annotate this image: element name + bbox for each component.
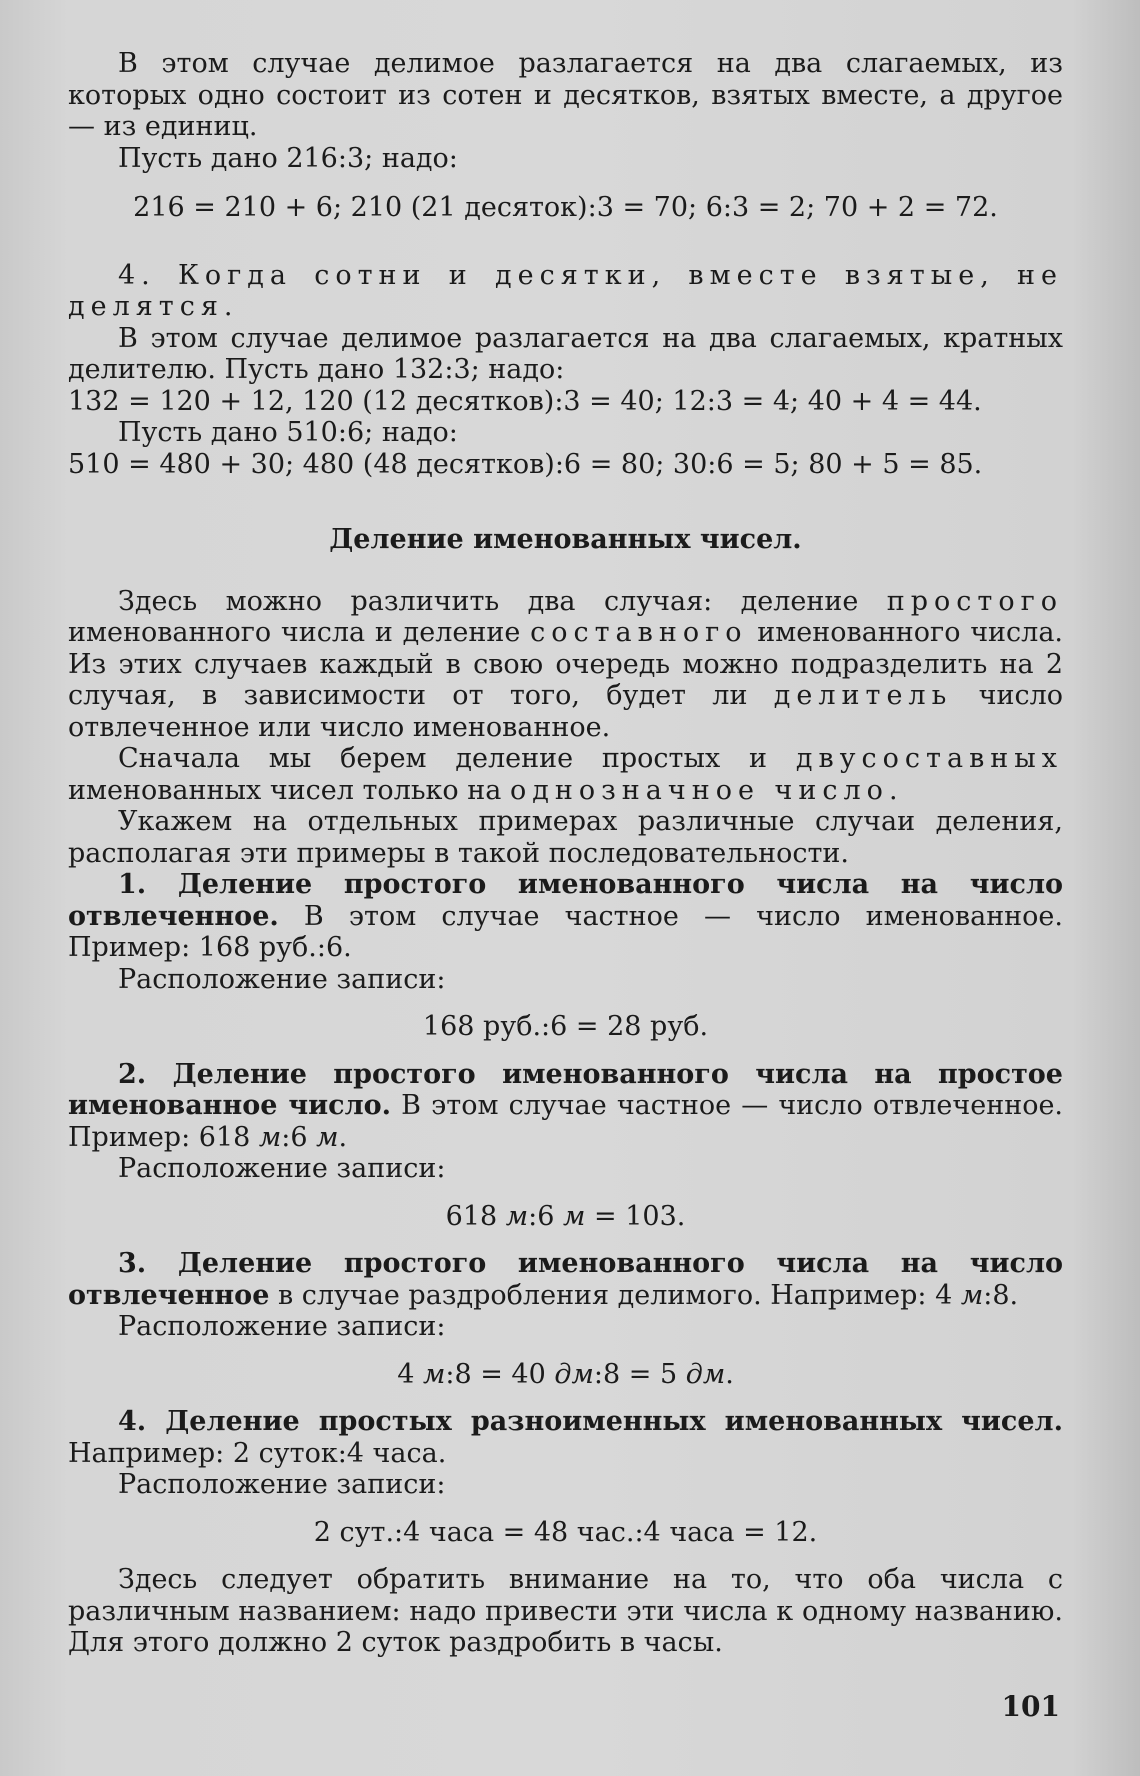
item-1-formula: 168 руб.:6 = 28 руб. <box>422 1011 709 1042</box>
item-2: 2. Деление простого именованного числа на простое именованное число. В этом случае частное — число отвлеченное. Пример: 618 м:6 м. <box>68 1058 1064 1153</box>
page-number: 101 <box>1001 1690 1060 1723</box>
paragraph-decomposition: В этом случае делимое разлагается на два слагаемых, из которых одно состоит из сотен и десятков, взятых вместе, а другое — из единиц. <box>68 48 1063 142</box>
item-4: 4. Деление простых разноименных именованных чисел. Например: 2 суток:4 часа. <box>68 1406 1063 1469</box>
item-4-formula: 2 сут.:4 часа = 48 час.:4 часа = 12. <box>313 1516 818 1548</box>
section-heading: Деление именованных чисел. <box>329 524 802 555</box>
page-text <box>68 48 1063 1659</box>
paragraph-example-510: Пусть дано 510:6; надо: <box>118 417 458 448</box>
item-3-layout-label: Расположение записи: <box>118 1311 446 1342</box>
paragraph-show-examples: Укажем на отдельных примерах различные случаи деления, располагая эти примеры в такой последовательности. <box>68 806 1063 869</box>
paragraph-closing: Здесь следует обратить внимание на то, что оба числа с различным названием: надо привести эти числа к одному названию. Для этого должно 2 суток раздробить в часы. <box>68 1564 1063 1658</box>
item-2-formula: 618 м:6 м = 103. <box>445 1200 686 1232</box>
item-1-layout-label: Расположение записи: <box>118 963 446 995</box>
paragraph-two-cases: Здесь можно различить два случая: деление простого именованного числа и деление составного именованного числа. Из этих случаев каждый в свою очередь можно подразделить на 2 случая, в зависимости от того, будет ли делитель число отвлеченное или число именованное. <box>68 585 1064 743</box>
item-4-layout-label: Расположение записи: <box>118 1469 446 1500</box>
case-4-heading: 4. Когда сотни и десятки, вместе взятые, не делятся. <box>68 259 1063 322</box>
equation-510: 510 = 480 + 30; 480 (48 десятков):6 = 80; 30:6 = 5; 80 + 5 = 85. <box>68 448 983 480</box>
equation-132: 132 = 120 + 12, 120 (12 десятков):3 = 40; 12:3 = 4; 40 + 4 = 44. <box>68 385 982 417</box>
paragraph-example-216: Пусть дано 216:3; надо: <box>118 142 458 174</box>
paragraph-first-simple: Сначала мы берем деление простых и двусоставных именованных чисел только на однозначное число. <box>68 743 1063 806</box>
paragraph-multiples: В этом случае делимое разлагается на два слагаемых, кратных делителю. Пусть дано 132:3; надо: <box>68 322 1063 385</box>
equation-216: 216 = 210 + 6; 210 (21 десяток):3 = 70; 6:3 = 2; 70 + 2 = 72. <box>133 192 998 223</box>
item-3: 3. Деление простого именованного числа на число отвлеченное в случае раздробления делимого. Например: 4 м:8. <box>68 1248 1063 1311</box>
item-3-formula: 4 м:8 = 40 дм:8 = 5 дм. <box>397 1358 734 1390</box>
item-2-layout-label: Расположение записи: <box>118 1153 446 1184</box>
item-1: 1. Деление простого именованного числа на число отвлеченное. В этом случае частное — число именованное. Пример: 168 руб.:6. <box>68 869 1063 963</box>
